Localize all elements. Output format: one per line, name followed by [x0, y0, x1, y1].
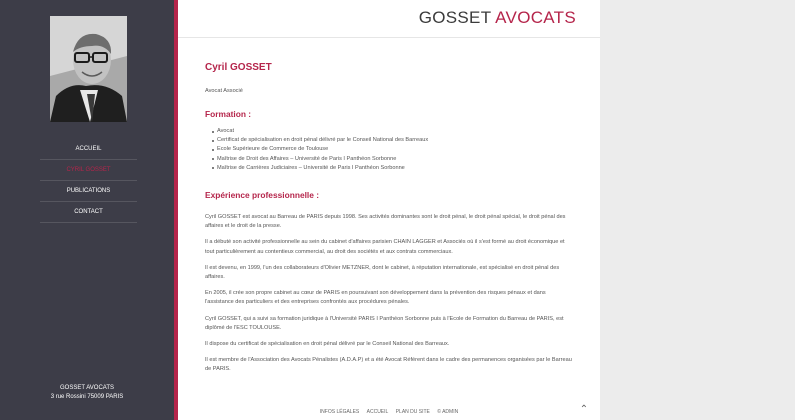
experience-paragraph: Il dispose du certificat de spécialisation en droit pénal délivré par le Conseil National des Barreaux. — [205, 341, 450, 348]
list-item: Avocat — [212, 127, 575, 136]
nav-item-publications[interactable]: PUBLICATIONS — [40, 181, 137, 202]
experience-paragraph: En 2005, il crée son propre cabinet au cœur de PARIS en poursuivant son développement dans la prévention des risques pénaux et dans l'assistance des particuliers et des entreprises confrontés aux procédures pénales. — [205, 290, 546, 306]
main-panel — [178, 0, 600, 420]
sidebar-footer — [0, 384, 174, 402]
experience-paragraph: Il est membre de l'Association des Avocats Pénalistes (A.D.A.P) et a été Avocat Référent dans le cadre des permanences organisées par le Barreau de PARIS. — [205, 357, 572, 373]
main-nav — [40, 139, 137, 223]
portrait-icon — [50, 16, 127, 122]
sidebar-footer-firm: GOSSET AVOCATS — [59, 385, 114, 391]
page-content — [205, 62, 575, 382]
experience-heading: Expérience professionnelle : — [205, 190, 320, 201]
sidebar-footer-address: 3 rue Rossini 75009 PARIS — [50, 394, 124, 400]
page-title: Cyril GOSSET — [205, 62, 272, 73]
list-item: Certificat de spécialisation en droit pénal délivré par le Conseil National des Barreaux — [212, 136, 575, 145]
logo-text-avocats: AVOCATS — [495, 8, 576, 27]
header-divider — [178, 37, 600, 38]
formation-heading: Formation : — [205, 109, 252, 119]
nav-item-accueil[interactable]: ACCUEIL — [40, 139, 137, 160]
experience-paragraph: Il est devenu, en 1999, l'un des collaborateurs d'Olivier METZNER, dont le cabinet, à réputation internationale, est spécialisé en droit pénal des affaires. — [205, 264, 560, 281]
role-subtitle: Avocat Associé — [205, 88, 243, 94]
nav-item-contact[interactable]: CONTACT — [40, 202, 137, 223]
page-footer — [178, 409, 600, 415]
list-item: Maîtrise de Carrières Judiciaires – Université de Paris I Panthéon Sorbonne — [212, 164, 575, 173]
sidebar — [0, 0, 174, 420]
footer-link-infos-legales[interactable]: INFOS LÉGALES — [319, 409, 360, 415]
list-item: Ecole Supérieure de Commerce de Toulouse — [212, 145, 575, 154]
footer-link-plan-du-site[interactable]: PLAN DU SITE — [395, 409, 430, 415]
nav-item-cyril-gosset[interactable]: CYRIL GOSSET — [40, 160, 137, 181]
portrait-photo — [50, 16, 127, 122]
experience-paragraph: Cyril GOSSET, qui a suivi sa formation juridique à l'Université PARIS I Panthéon Sorbonne puis à l'Ecole de Formation du Barreau de PARIS, est diplômé de l'ESC TOULOUSE. — [205, 315, 564, 331]
experience-paragraph: Cyril GOSSET est avocat au Barreau de PARIS depuis 1998. Ses activités dominantes sont le droit pénal, le droit pénal spécial, le droit pénal des affaires et le droit de la presse. — [205, 214, 566, 230]
logo-text-gosset: GOSSET — [418, 8, 492, 27]
site-logo[interactable] — [419, 8, 576, 28]
formation-list — [205, 127, 575, 173]
chevron-up-icon[interactable]: ⌃ — [579, 404, 589, 415]
footer-link-accueil[interactable]: ACCUEIL — [366, 409, 389, 415]
experience-paragraph: Il a débuté son activité professionnelle au sein du cabinet d'affaires parisien CHAIN LAGGER et Associés où il s'est formé au droit économique et tout particulièrement au contentieux commercial, au droit des sociétés et aux contrats commerciaux. — [205, 239, 565, 255]
footer-link-admin[interactable]: © ADMIN — [437, 409, 459, 415]
list-item: Maîtrise de Droit des Affaires – Université de Paris I Panthéon Sorbonne — [212, 155, 575, 164]
